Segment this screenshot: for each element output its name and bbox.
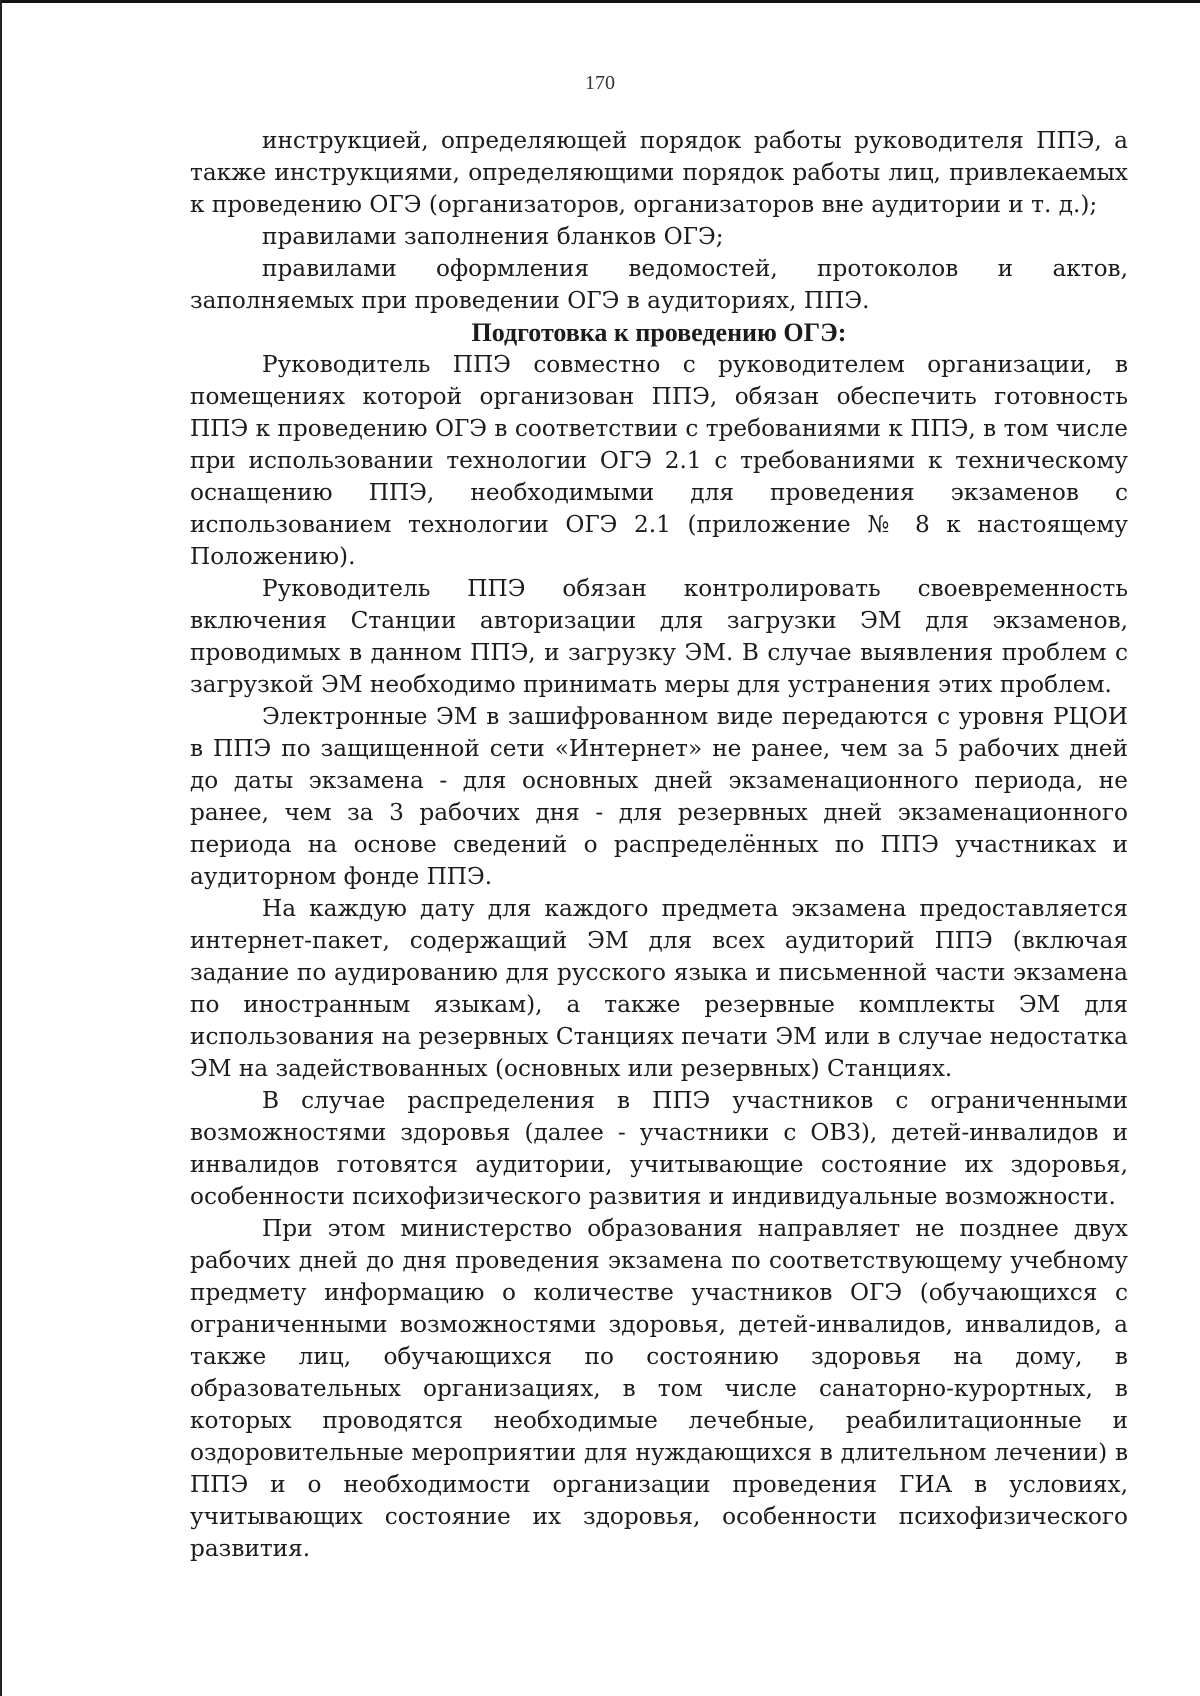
paragraph-ministry-info: При этом министерство образования направляет не позднее двух рабочих дней до дня проведения экзамена по соответствующему учебному предмету информацию о количестве участников ОГЭ (обучающихся с ограниченными возможностями здоровья, детей-инвалидов, инвалидов, а также лиц, обучающихся по состоянию здоровья на дому, в образовательных организациях, в том числе санаторно-курортных, в которых проводятся необходимые лечебные, реабилитационные и оздоровительные мероприятии для нуждающихся в длительном лечении) в ППЭ и о необходимости организации проведения ГИА в условиях, учитывающих состояние их здоровья, особенности психофизического развития. [190, 1215, 1128, 1562]
paragraph-authorization-station: Руководитель ППЭ обязан контролировать своевременность включения Станции авторизации для загрузки ЭМ для экзаменов, проводимых в данном ППЭ, и загрузку ЭМ. В случае выявления проблем с загрузкой ЭМ необходимо принимать меры для устранения этих проблем. [190, 575, 1128, 698]
paragraph-special-needs: В случае распределения в ППЭ участников с ограниченными возможностями здоровья (далее - участники с ОВЗ), детей-инвалидов и инвалидов готовятся аудитории, учитывающие состояние их здоровья, особенности психофизического развития и индивидуальные возможности. [190, 1087, 1128, 1210]
document-body [190, 125, 1128, 1565]
paragraph-records-rules: правилами оформления ведомостей, протоколов и актов, заполняемых при проведении ОГЭ в аудиториях, ППЭ. [190, 255, 1128, 314]
section-heading: Подготовка к проведению ОГЭ: [471, 318, 847, 347]
paragraph-forms-rules: правилами заполнения бланков ОГЭ; [262, 223, 724, 250]
page-number: 170 [585, 72, 615, 94]
top-border [0, 0, 1200, 3]
paragraph-internet-package: На каждую дату для каждого предмета экзамена предоставляется интернет-пакет, содержащий ЭМ для всех аудиторий ППЭ (включая задание по аудированию для русского языка и письменной части экзамена по иностранным языкам), а также резервные комплекты ЭМ для использования на резервных Станциях печати ЭМ или в случае недостатка ЭМ на задействованных (основных или резервных) Станциях. [190, 895, 1128, 1082]
paragraph-electronic-materials: Электронные ЭМ в зашифрованном виде передаются с уровня РЦОИ в ППЭ по защищенной сети «Интернет» не ранее, чем за 5 рабочих дней до даты экзамена - для основных дней экзаменационного периода, не ранее, чем за 3 рабочих дня - для резервных дней экзаменационного периода на основе сведений о распределённых по ППЭ участниках и аудиторном фонде ППЭ. [190, 703, 1128, 890]
paragraph-readiness: Руководитель ППЭ совместно с руководителем организации, в помещениях которой организован ППЭ, обязан обеспечить готовность ППЭ к проведению ОГЭ в соответствии с требованиями к ППЭ, в том числе при использовании технологии ОГЭ 2.1 с требованиями к техническому оснащению ППЭ, необходимыми для проведения экзаменов с использованием технологии ОГЭ 2.1 (приложение № 8 к настоящему Положению). [190, 351, 1128, 570]
paragraph-instructions: инструкцией, определяющей порядок работы руководителя ППЭ, а также инструкциями, определяющими порядок работы лиц, привлекаемых к проведению ОГЭ (организаторов, организаторов вне аудитории и т. д.); [190, 127, 1128, 218]
left-border [0, 0, 2, 1696]
